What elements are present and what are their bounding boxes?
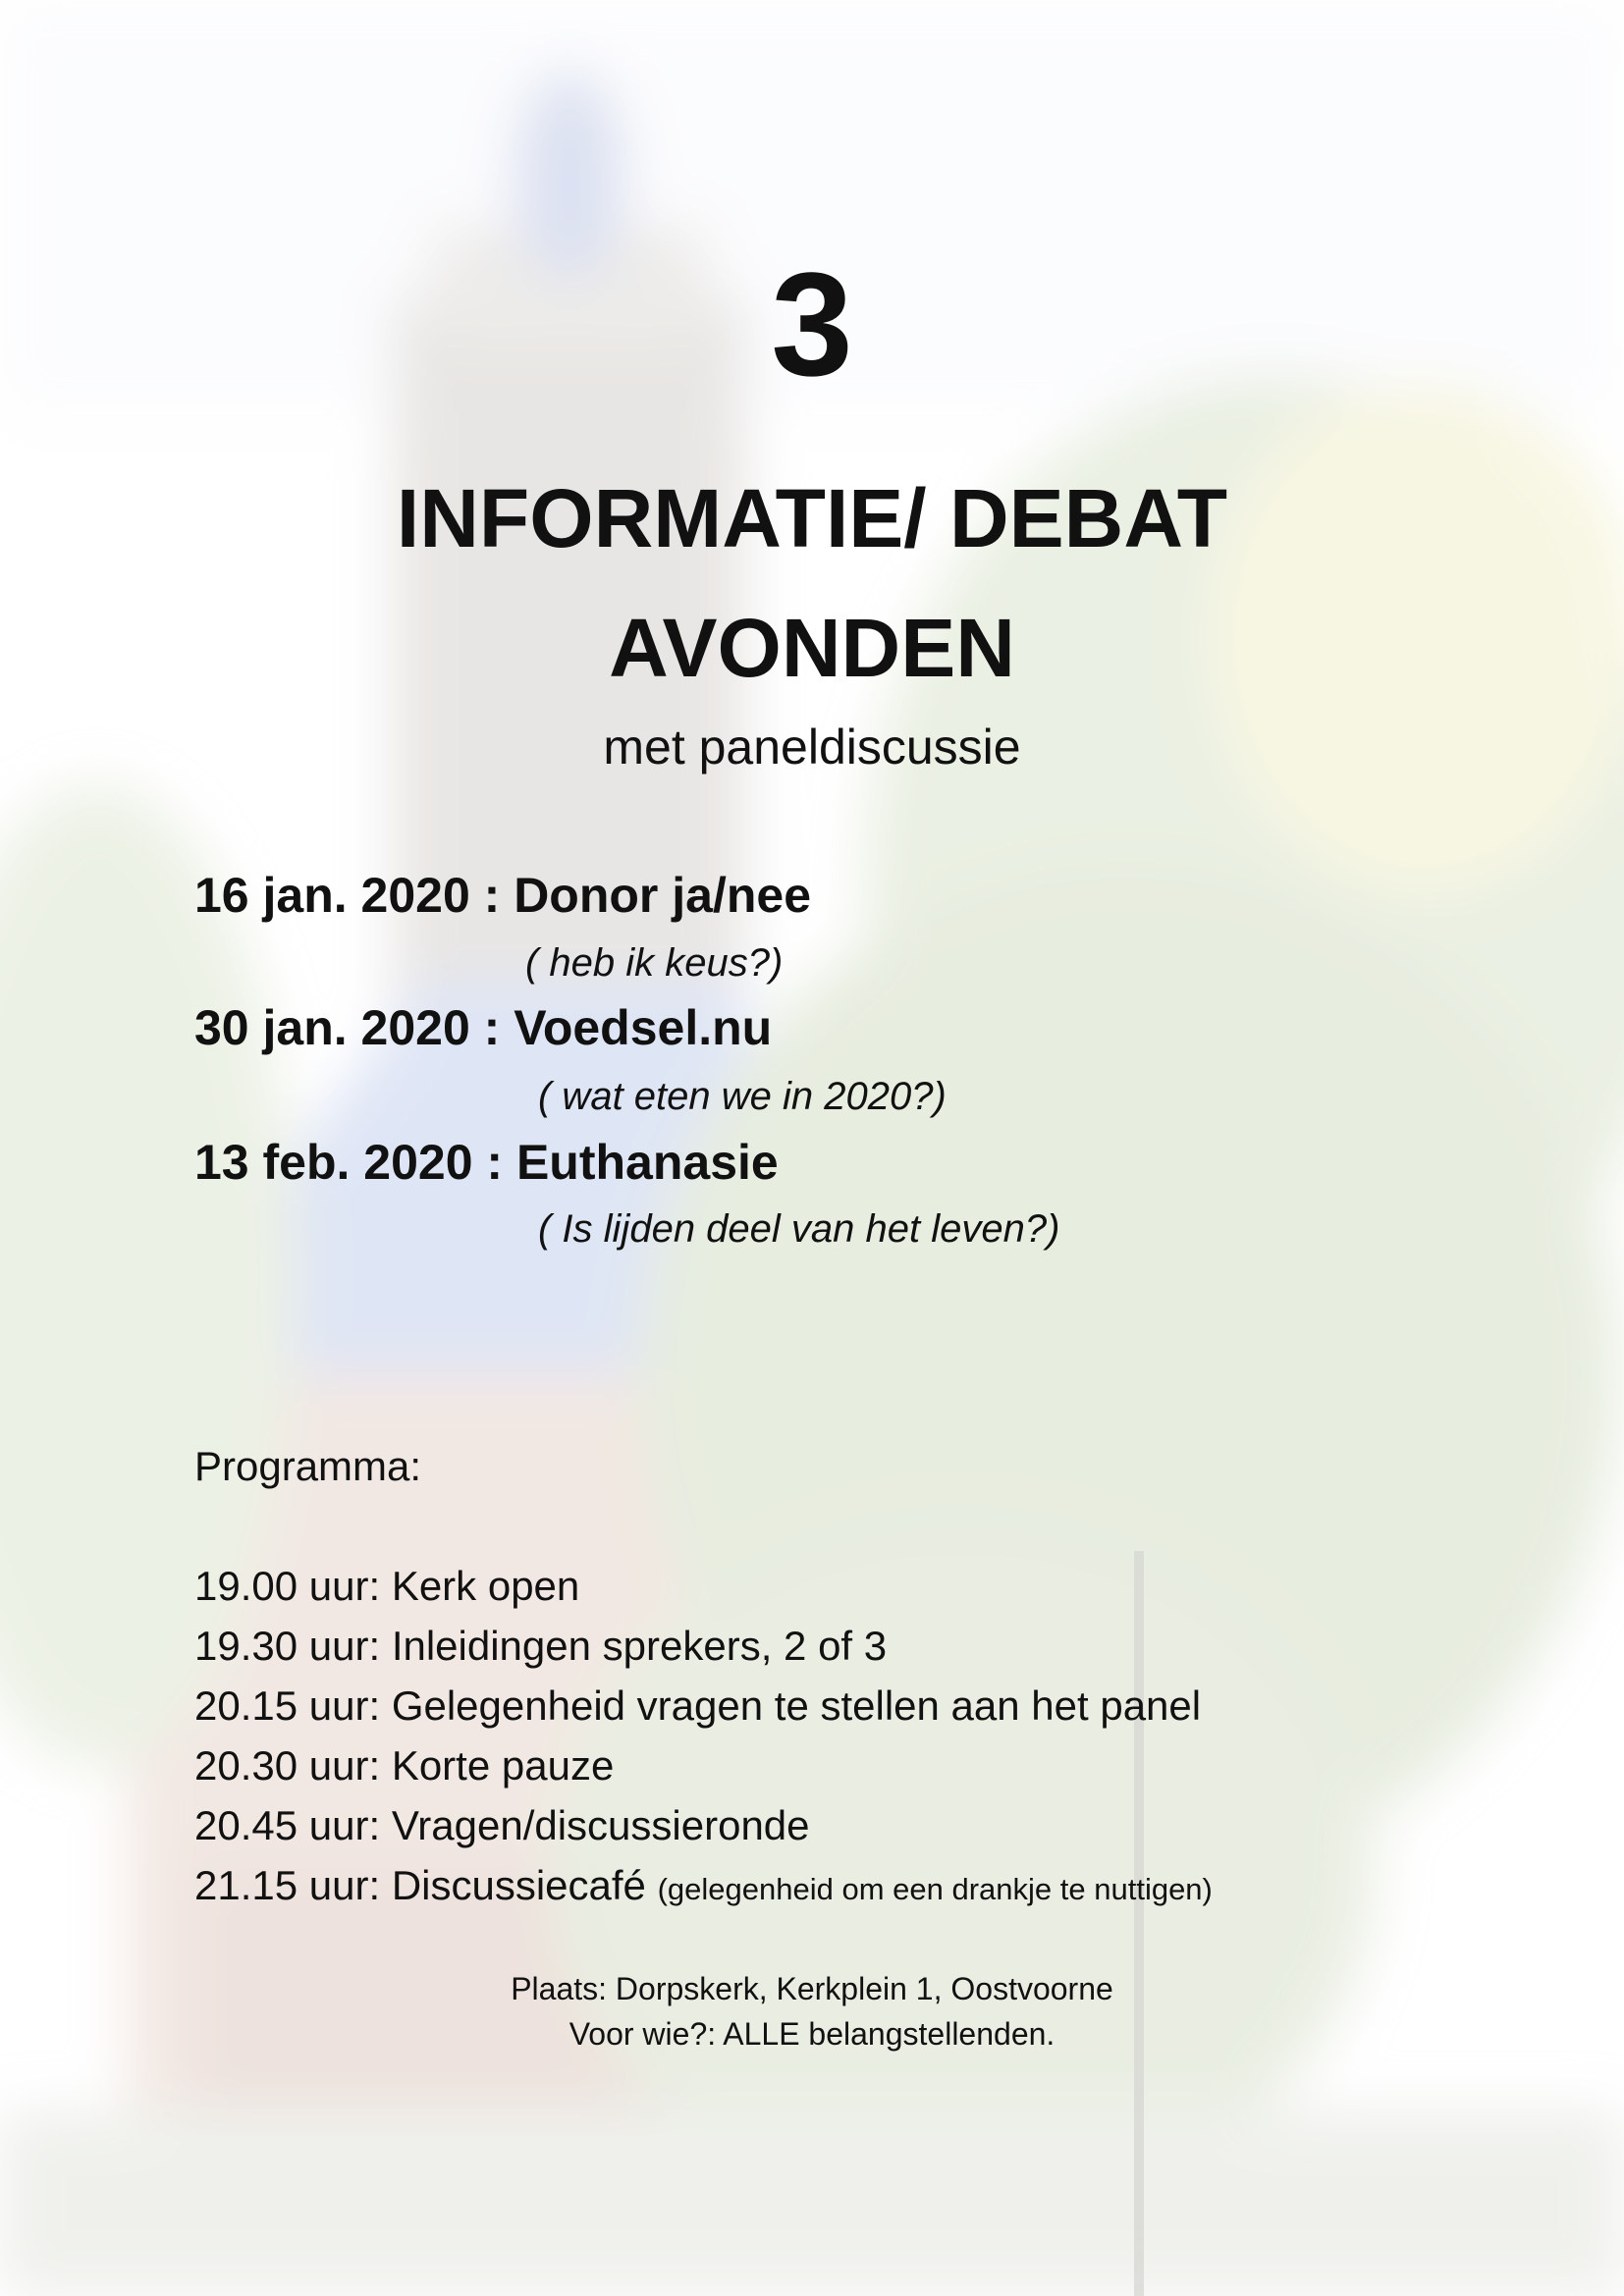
programma-item [194, 1679, 1201, 1734]
poster-title-line-1: INFORMATIE/ DEBAT [396, 472, 1228, 564]
programma-item [194, 1858, 1213, 1917]
event-3-heading: 13 feb. 2020 : Euthanasie [194, 1135, 779, 1190]
audience-line: Voor wie?: ALLE belangstellenden. [568, 2016, 1056, 2052]
programma-heading: Programma: [194, 1443, 422, 1489]
programma-item-text: 20.15 uur: Gelegenheid vragen te stellen aan het panel [194, 1682, 1202, 1729]
programma-item-note: (gelegenheid om een drankje te nuttigen) [657, 1872, 1213, 1906]
location-line: Plaats: Dorpskerk, Kerkplein 1, Oostvoorne [511, 1971, 1113, 2006]
programma-item-text: 20.30 uur: Korte pauze [194, 1742, 615, 1789]
programma-item [194, 1738, 614, 1793]
event-2-heading: 30 jan. 2020 : Voedsel.nu [194, 1000, 773, 1055]
event-1-heading: 16 jan. 2020 : Donor ja/nee [194, 868, 812, 923]
poster-title-line-2: AVONDEN [609, 602, 1015, 694]
programma-item [194, 1798, 810, 1853]
programma-item [194, 1619, 887, 1674]
programma-item [194, 1559, 579, 1614]
event-count-number: 3 [771, 241, 853, 406]
event-2-subtitle: ( wat eten we in 2020?) [538, 1075, 947, 1118]
event-1-subtitle: ( heb ik keus?) [525, 941, 784, 985]
programma-item-text: 20.45 uur: Vragen/discussieronde [194, 1802, 810, 1848]
programma-item-text: 19.00 uur: Kerk open [194, 1563, 580, 1609]
event-3-subtitle: ( Is lijden deel van het leven?) [538, 1207, 1060, 1251]
poster-subtitle: met paneldiscussie [603, 720, 1021, 774]
programma-item-text: 19.30 uur: Inleidingen sprekers, 2 of 3 [194, 1623, 888, 1669]
programma-item-text: 21.15 uur: Discussiecafé [194, 1862, 646, 1908]
